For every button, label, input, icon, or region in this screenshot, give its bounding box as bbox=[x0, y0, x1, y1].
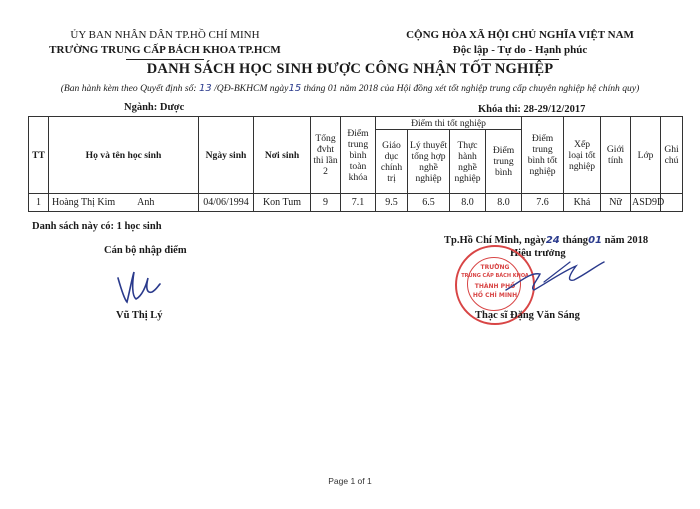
col-note-l2: chú bbox=[664, 155, 679, 166]
col-avg-l4: toàn bbox=[349, 160, 367, 172]
col-exam-avg-l1: Điểm bbox=[492, 145, 515, 156]
col-civics-l1: Giáo bbox=[382, 139, 401, 151]
col-gender-l2: tính bbox=[608, 155, 623, 166]
course-label: Khóa thi: 28-29/12/2017 bbox=[478, 104, 586, 115]
col-avg bbox=[341, 117, 376, 194]
cell-grad-avg: 7.6 bbox=[522, 194, 564, 212]
major-label: Ngành: Dược bbox=[124, 102, 185, 113]
signature-left bbox=[112, 266, 164, 306]
document-title: DANH SÁCH HỌC SINH ĐƯỢC CÔNG NHẬN TỐT NGHIỆP bbox=[146, 61, 554, 77]
date-month: 01 bbox=[588, 235, 602, 246]
principal-name: Thạc sĩ Đặng Văn Sáng bbox=[475, 310, 580, 321]
col-practice-l1: Thực bbox=[457, 139, 478, 151]
col-class: Lớp bbox=[631, 117, 661, 194]
col-theory bbox=[408, 130, 450, 194]
col-pob: Nơi sinh bbox=[254, 117, 311, 194]
date-day: 24 bbox=[545, 235, 560, 246]
table-row bbox=[29, 194, 683, 212]
col-dob: Ngày sinh bbox=[199, 117, 254, 194]
col-rank-l3: nghiệp bbox=[568, 160, 596, 172]
col-avg-l1: Điểm bbox=[347, 127, 369, 139]
document-subtitle bbox=[0, 83, 700, 94]
decision-number: 13 bbox=[198, 83, 212, 94]
national-motto: Độc lập - Tự do - Hạnh phúc bbox=[452, 44, 588, 56]
col-grad-avg-l3: bình tốt bbox=[527, 155, 558, 166]
col-practice-l2: hành bbox=[458, 150, 477, 162]
col-grad-avg bbox=[522, 117, 564, 194]
subtitle-part2: /QĐ-BKHCM ngày bbox=[211, 83, 289, 94]
seal-line-1: TRƯỜNG bbox=[480, 264, 510, 271]
date-mid: tháng bbox=[559, 235, 589, 246]
issuer-underline bbox=[126, 59, 204, 60]
col-practice bbox=[450, 130, 486, 194]
col-civics-l3: chính bbox=[380, 161, 403, 173]
col-grad-avg-l1: Điểm bbox=[531, 133, 554, 144]
col-credits-l1: Tổng bbox=[315, 133, 336, 144]
col-grad-avg-l4: nghiệp bbox=[529, 166, 556, 177]
cell-class: ASD9D bbox=[631, 194, 661, 212]
col-tt: TT bbox=[29, 117, 49, 194]
national-name: CỘNG HÒA XÃ HỘI CHỦ NGHĨA VIỆT NAM bbox=[406, 29, 634, 41]
subtitle-part1: (Ban hành kèm theo Quyết định số: bbox=[60, 83, 199, 94]
cell-avg: 7.1 bbox=[341, 194, 376, 212]
col-exam-group: Điểm thi tốt nghiệp bbox=[376, 117, 522, 130]
cell-tt: 1 bbox=[29, 194, 49, 212]
issuer-block bbox=[40, 28, 290, 60]
col-theory-l3: nghề bbox=[419, 161, 438, 173]
seal-line-2: TRUNG CẤP BÁCH KHOA bbox=[461, 273, 529, 279]
cell-name-given: Hoàng Thị Kim bbox=[52, 197, 116, 208]
cell-dob: 04/06/1994 bbox=[199, 194, 254, 212]
signing-date bbox=[444, 235, 648, 246]
col-exam-avg bbox=[486, 130, 522, 194]
cell-exam-avg: 8.0 bbox=[486, 194, 522, 212]
col-exam-avg-l3: bình bbox=[494, 167, 513, 178]
col-rank-l2: loại tốt bbox=[568, 149, 596, 161]
national-motto-block bbox=[395, 28, 645, 60]
col-rank bbox=[564, 117, 601, 194]
col-credits bbox=[311, 117, 341, 194]
seal-line-3: THÀNH PHỐ bbox=[474, 283, 516, 290]
col-theory-l1: Lý thuyết bbox=[409, 139, 448, 151]
cell-gender: Nữ bbox=[601, 194, 631, 212]
col-credits-l2: đvht bbox=[316, 144, 335, 155]
summary-count: Danh sách này có: 1 học sinh bbox=[32, 221, 162, 232]
col-theory-l4: nghiệp bbox=[415, 172, 442, 184]
col-avg-l2: trung bbox=[347, 138, 369, 150]
principal-role: Hiệu trưởng bbox=[510, 248, 566, 259]
col-note-l1: Ghi bbox=[664, 144, 679, 155]
graduates-table bbox=[28, 116, 683, 212]
col-practice-l3: nghề bbox=[458, 161, 477, 173]
col-practice-l4: nghiệp bbox=[454, 172, 481, 184]
col-gender bbox=[601, 117, 631, 194]
col-avg-l5: khóa bbox=[348, 171, 368, 183]
issuer-school: TRƯỜNG TRUNG CẤP BÁCH KHOA TP.HCM bbox=[49, 44, 281, 56]
date-prefix: Tp.Hồ Chí Minh, ngày bbox=[444, 235, 546, 246]
cell-pob: Kon Tum bbox=[254, 194, 311, 212]
cell-name bbox=[49, 194, 199, 212]
col-grad-avg-l2: trung bbox=[532, 144, 553, 155]
cell-theory: 6.5 bbox=[408, 194, 450, 212]
col-gender-l1: Giới bbox=[606, 144, 625, 155]
cell-name-suffix: Anh bbox=[137, 197, 155, 208]
decision-day: 15 bbox=[288, 83, 302, 94]
col-civics bbox=[376, 130, 408, 194]
col-credits-l3: thi lần bbox=[313, 155, 338, 166]
col-civics-l4: trị bbox=[387, 172, 396, 184]
col-exam-avg-l2: trung bbox=[493, 156, 514, 167]
col-avg-l3: bình bbox=[349, 149, 367, 161]
col-rank-l1: Xếp bbox=[574, 138, 590, 150]
date-suffix: năm 2018 bbox=[601, 235, 649, 246]
motto-underline bbox=[481, 59, 559, 60]
col-credits-l4: 2 bbox=[323, 166, 328, 177]
data-entry-role: Cán bộ nhập điểm bbox=[104, 245, 187, 256]
page-indicator: Page 1 of 1 bbox=[328, 476, 372, 486]
seal-line-4: HỒ CHÍ MINH bbox=[472, 292, 518, 299]
col-note bbox=[661, 117, 683, 194]
col-civics-l2: dục bbox=[384, 150, 399, 162]
cell-rank: Khá bbox=[564, 194, 601, 212]
cell-credits: 9 bbox=[311, 194, 341, 212]
data-entry-name: Vũ Thị Lý bbox=[116, 310, 163, 321]
cell-civics: 9.5 bbox=[376, 194, 408, 212]
issuer-authority: ỦY BAN NHÂN DÂN TP.HỒ CHÍ MINH bbox=[70, 29, 260, 41]
signature-right bbox=[500, 252, 610, 302]
col-name: Họ và tên học sinh bbox=[49, 117, 199, 194]
subtitle-part3: tháng 01 năm 2018 của Hội đồng xét tốt nghiệp trung cấp chuyên nghiệp hệ chính quy) bbox=[301, 83, 640, 94]
col-theory-l2: tổng hợp bbox=[411, 150, 446, 162]
cell-practice: 8.0 bbox=[450, 194, 486, 212]
